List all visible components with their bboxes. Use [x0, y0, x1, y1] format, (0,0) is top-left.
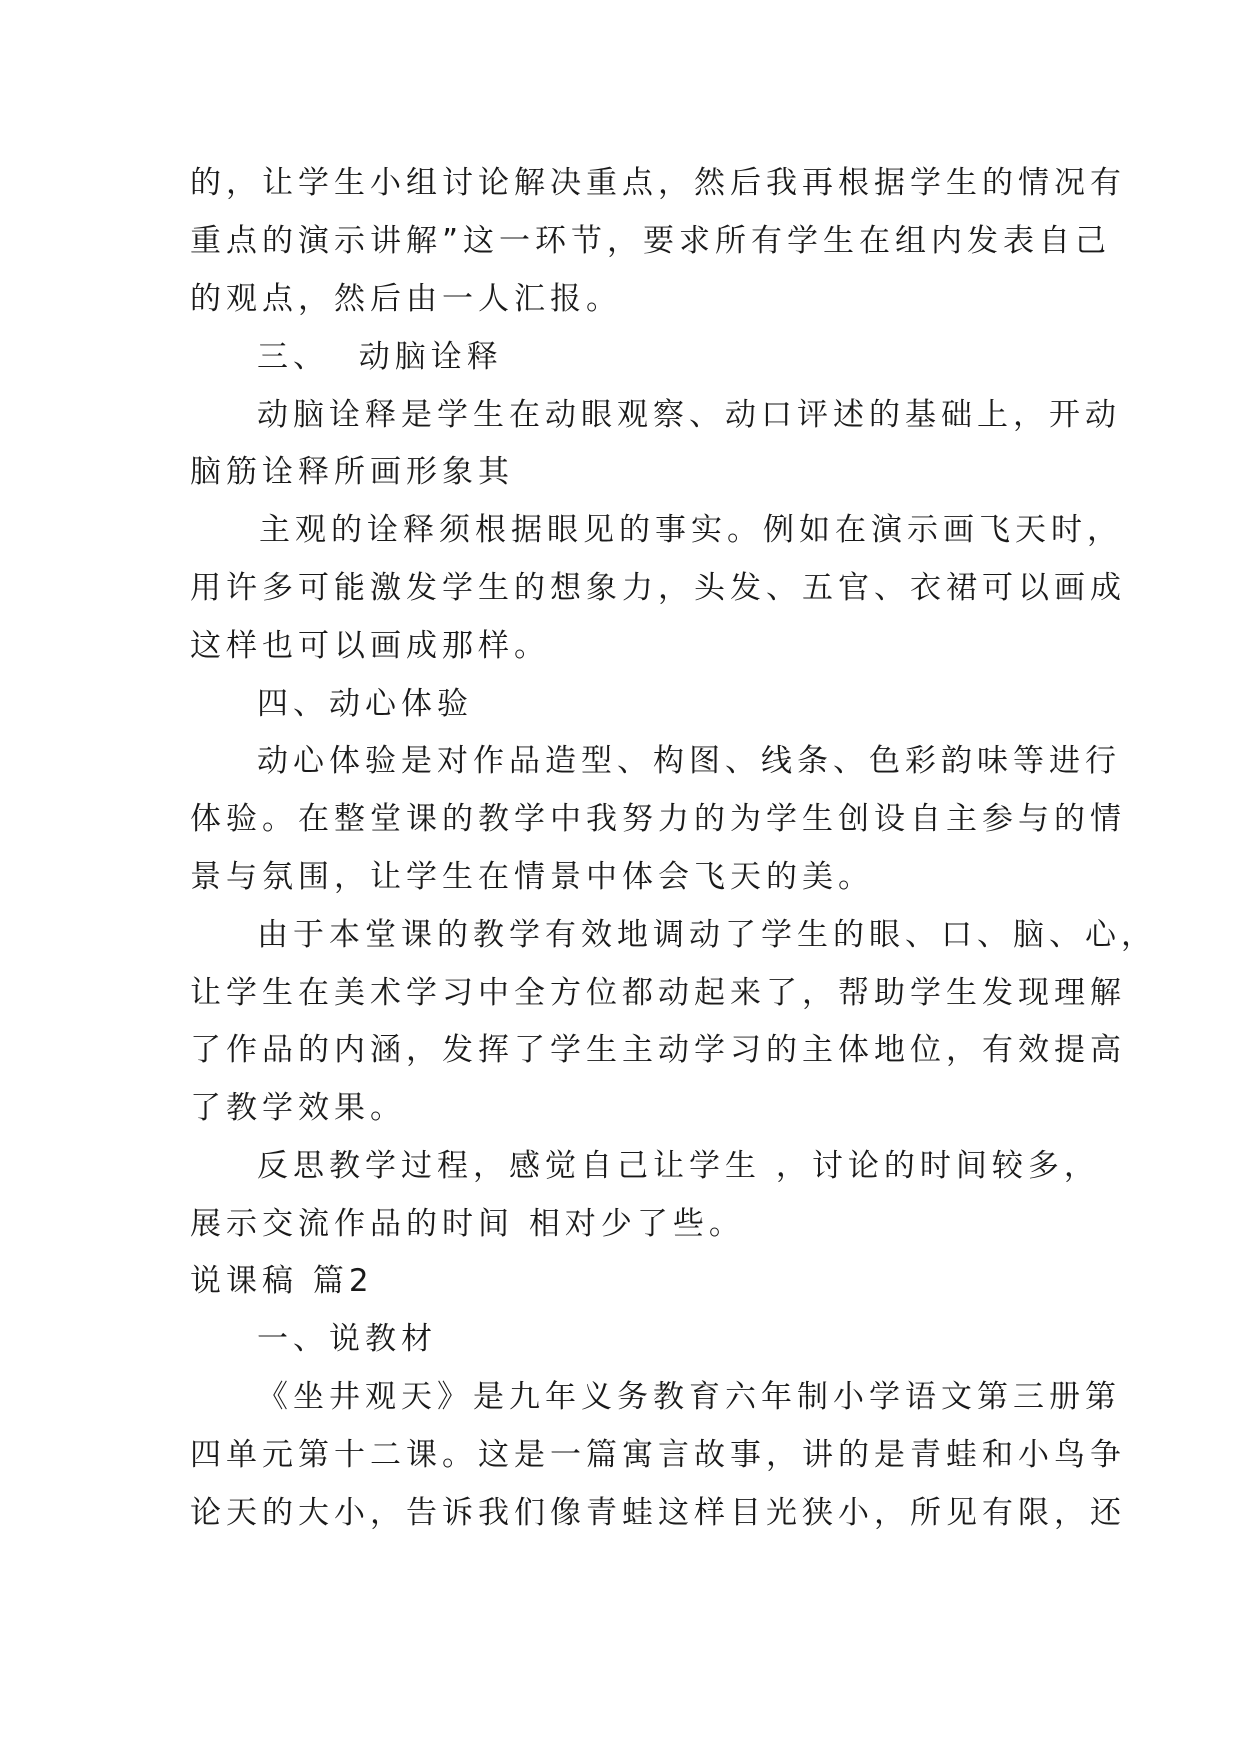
section-heading: 三、 动脑诠释: [257, 339, 503, 375]
section-heading: 四、动心体验: [257, 686, 473, 722]
text-line: 动脑诠释是学生在动眼观察、动口评述的基础上，开动: [257, 397, 1121, 433]
text-line: 了作品的内涵，发挥了学生主动学习的主体地位，有效提高: [190, 1032, 1126, 1068]
text-line: 让学生在美术学习中全方位都动起来了，帮助学生发现理解: [190, 975, 1126, 1011]
text-line: 的，让学生小组讨论解决重点，然后我再根据学生的情况有: [190, 165, 1126, 201]
text-line: 了教学效果。: [190, 1090, 406, 1126]
text-line: 反思教学过程，感觉自己让学生 ，讨论的时间较多，: [257, 1148, 1100, 1184]
text-line: 主观的诠释须根据眼见的事实。例如在演示画飞天时，: [259, 512, 1123, 548]
text-line: 景与氛围，让学生在情景中体会飞天的美。: [190, 859, 874, 895]
article-heading: 说课稿 篇2: [190, 1263, 374, 1299]
text-line: 用许多可能激发学生的想象力，头发、五官、衣裙可以画成: [190, 570, 1126, 606]
text-line: 体验。在整堂课的教学中我努力的为学生创设自主参与的情: [190, 801, 1126, 837]
text-line: 展示交流作品的时间 相对少了些。: [190, 1206, 745, 1242]
text-line: 重点的演示讲解”这一环节，要求所有学生在组内发表自己: [190, 223, 1112, 259]
text-line: 脑筋诠释所画形象其: [190, 454, 514, 490]
text-line: 四单元第十二课。这是一篇寓言故事，讲的是青蛙和小鸟争: [190, 1437, 1126, 1473]
text-line: 动心体验是对作品造型、构图、线条、色彩韵味等进行: [257, 743, 1121, 779]
text-line: 论天的大小，告诉我们像青蛙这样目光狭小，所见有限，还: [190, 1495, 1126, 1531]
text-line: 《坐井观天》是九年义务教育六年制小学语文第三册第: [257, 1379, 1121, 1415]
section-heading: 一、说教材: [257, 1321, 437, 1357]
text-line: 由于本堂课的教学有效地调动了学生的眼、口、脑、心，: [257, 917, 1157, 953]
text-line: 这样也可以画成那样。: [190, 628, 550, 664]
text-line: 的观点，然后由一人汇报。: [190, 281, 622, 317]
